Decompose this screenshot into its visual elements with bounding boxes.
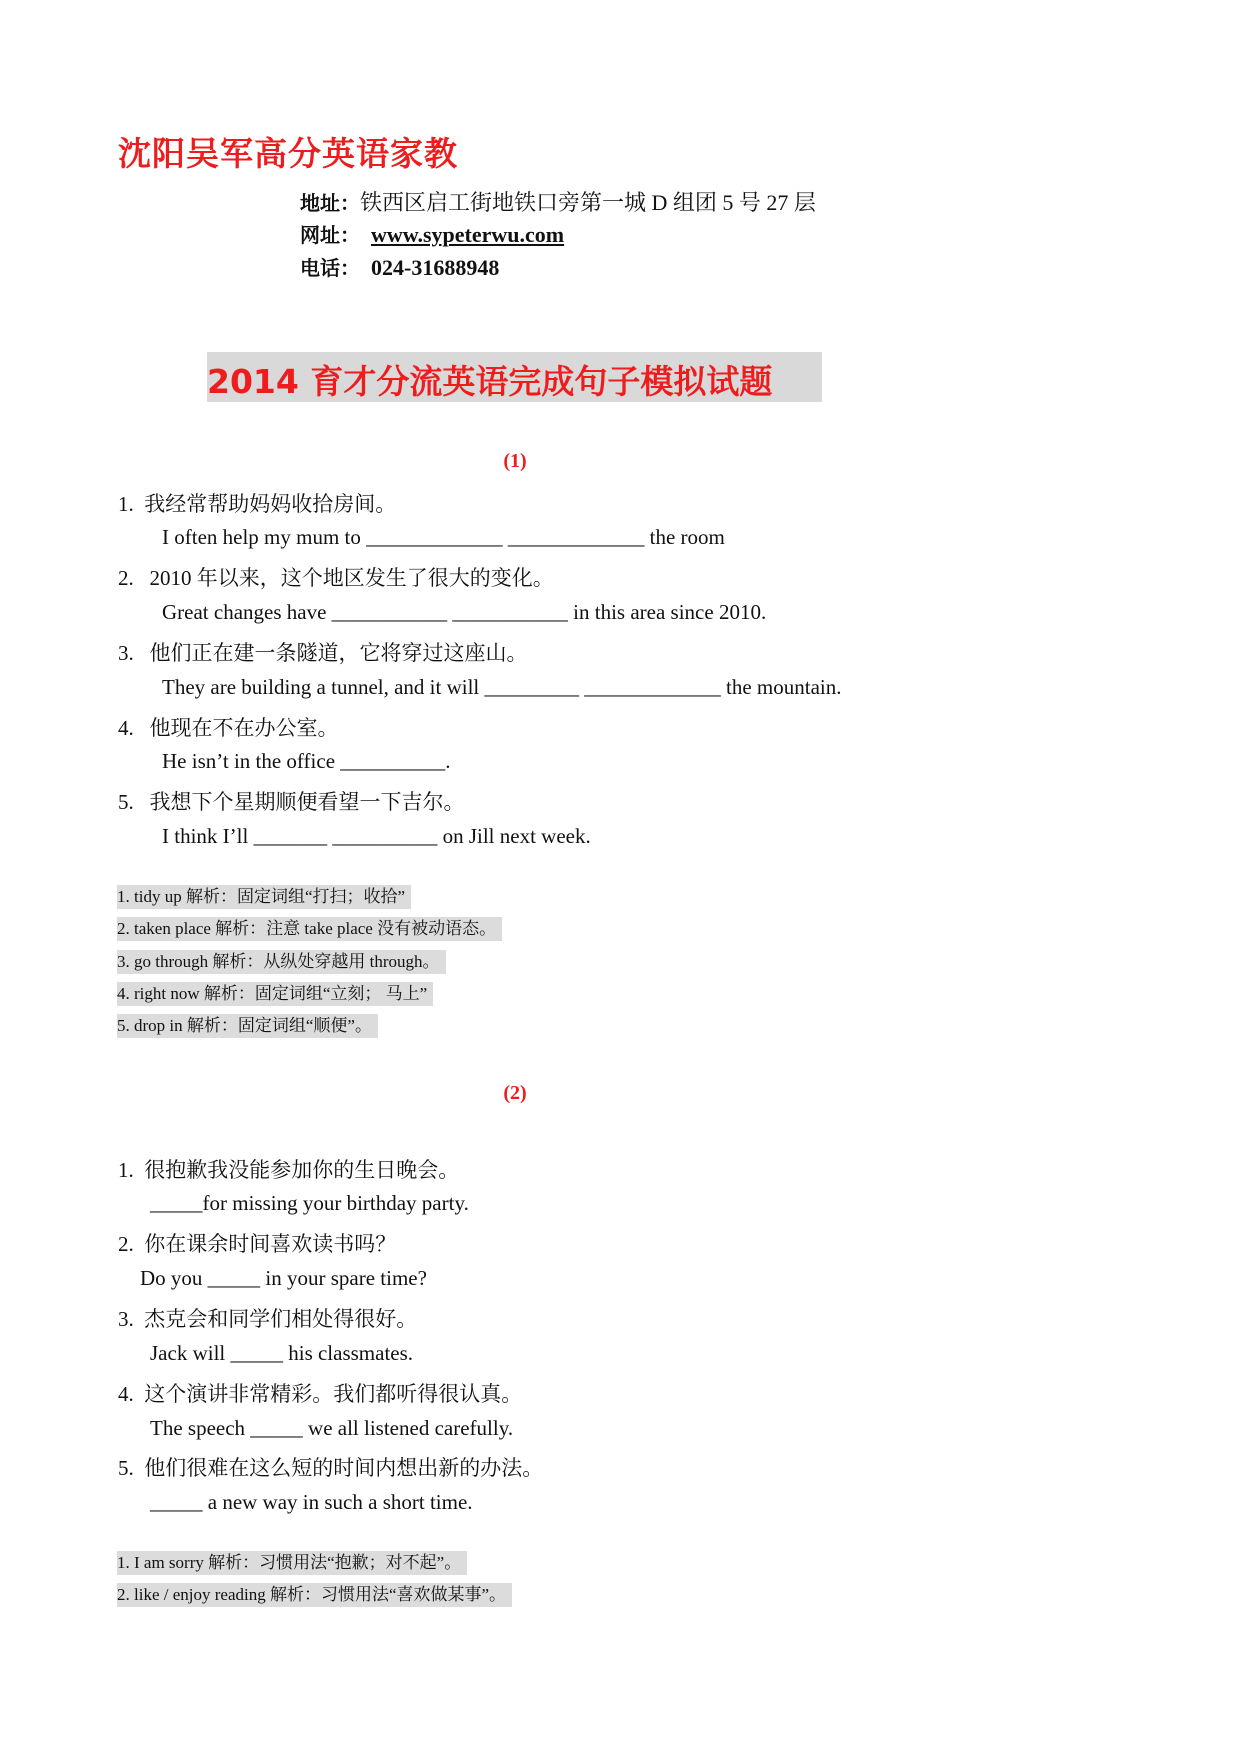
address-line <box>300 186 816 217</box>
question-cn: 2. 你在课余时间喜欢读书吗？ <box>118 1232 397 1256</box>
question-cn: 2. 2010 年以来，这个地区发生了很大的变化。 <box>118 566 554 590</box>
question-cn: 1. 我经常帮助妈妈收拾房间。 <box>118 492 397 516</box>
brand-title: 沈阳吴军高分英语家教 <box>118 134 458 173</box>
question-en: He isn’t in the office __________. <box>162 749 451 773</box>
question-en: I think I’ll _______ __________ on Jill next week. <box>162 824 591 848</box>
document-title-text: 2014 育才分流英语完成句子模拟试题 <box>207 362 773 401</box>
document-title <box>207 352 822 402</box>
answer-line: 5. drop in 解析：固定词组“顺便”。 <box>117 1014 378 1038</box>
question-cn: 3. 他们正在建一条隧道，它将穿过这座山。 <box>118 641 528 665</box>
website-line <box>300 219 564 248</box>
question-cn: 4. 他现在不在办公室。 <box>118 716 339 740</box>
answer-line: 1. I am sorry 解析：习惯用法“抱歉；对不起”。 <box>117 1551 467 1575</box>
phone-value: 024-31688948 <box>371 255 500 280</box>
question-cn: 1. 很抱歉我没能参加你的生日晚会。 <box>118 1158 460 1182</box>
phone-line <box>300 252 499 281</box>
answer-line: 1. tidy up 解析：固定词组“打扫；收拾” <box>117 885 411 909</box>
question-en: Do you _____ in your spare time? <box>140 1266 427 1290</box>
question-en: They are building a tunnel, and it will _________ _____________ the mountain. <box>162 675 842 699</box>
section-2-label: (2) <box>503 1082 527 1104</box>
phone-label: 电话： <box>300 256 360 280</box>
question-en: _____for missing your birthday party. <box>150 1191 469 1215</box>
question-cn: 3. 杰克会和同学们相处得很好。 <box>118 1307 418 1331</box>
answer-line: 3. go through 解析：从纵处穿越用 through。 <box>117 950 446 974</box>
question-en: Jack will _____ his classmates. <box>150 1341 414 1365</box>
section-1-label: (1) <box>503 450 527 472</box>
question-en: _____ a new way in such a short time. <box>150 1490 473 1514</box>
website-label: 网址： <box>300 223 360 247</box>
website-link[interactable]: www.sypeterwu.com <box>371 222 565 247</box>
answer-line: 2. like / enjoy reading 解析：习惯用法“喜欢做某事”。 <box>117 1583 512 1607</box>
question-en: The speech _____ we all listened carefully. <box>150 1416 514 1440</box>
question-en: Great changes have ___________ ___________ in this area since 2010. <box>162 600 767 624</box>
address-value: 铁西区启工街地铁口旁第一城 D 组团 5 号 27 层 <box>360 190 816 215</box>
answer-line: 4. right now 解析：固定词组“立刻； 马上” <box>117 982 433 1006</box>
question-en: I often help my mum to _____________ _____________ the room <box>162 525 725 549</box>
question-cn: 5. 我想下个星期顺便看望一下吉尔。 <box>118 790 465 814</box>
answer-line: 2. taken place 解析：注意 take place 没有被动语态。 <box>117 917 502 941</box>
address-label: 地址： <box>300 191 360 215</box>
question-cn: 4. 这个演讲非常精彩。我们都听得很认真。 <box>118 1382 523 1406</box>
question-cn: 5. 他们很难在这么短的时间内想出新的办法。 <box>118 1456 544 1480</box>
